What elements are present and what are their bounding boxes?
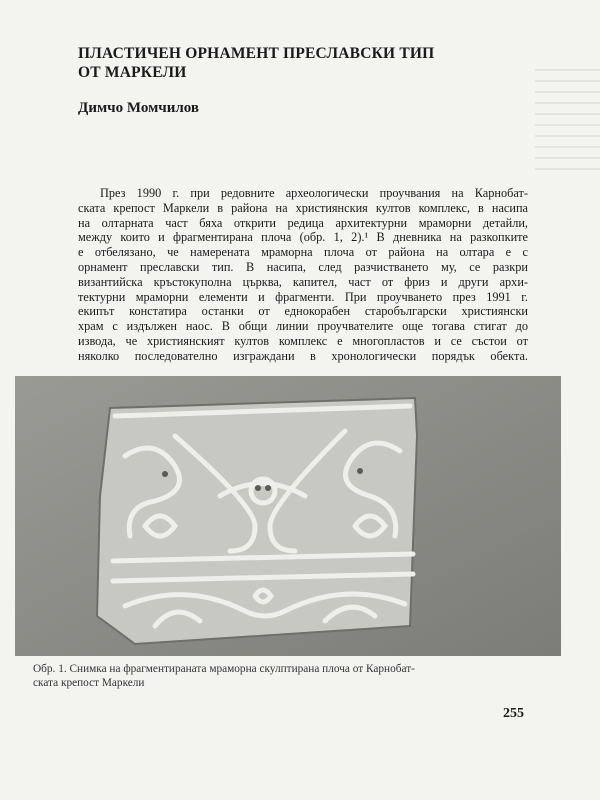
paragraph-line: византийска кръстокуполна църква, капител, част от фриз и други архи- xyxy=(78,274,528,289)
bleed-through-text xyxy=(535,60,600,170)
paragraph-line: на олтарната част бяха открити редица архитектурни мраморни детайли, xyxy=(78,215,528,230)
paragraph-line: През 1990 г. при редовните археологически проучвания на Карнобат- xyxy=(100,186,528,200)
marble-slab-photo xyxy=(15,376,561,656)
paragraph-line: храм с издължен наос. В общи линии проучвателите още тогава стигат до xyxy=(78,319,528,334)
title-line: ПЛАСТИЧЕН ОРНАМЕНТ ПРЕСЛАВСКИ ТИП xyxy=(78,45,435,62)
caption-line: ската крепост Маркели xyxy=(33,677,145,689)
paragraph-line: ската крепост Маркели в района на християнския култов комплекс, в насипа xyxy=(78,200,528,215)
caption-line: Обр. 1. Снимка на фрагментираната мраморна скулптирана плоча от Карнобат- xyxy=(33,663,415,675)
paragraph-line: екипът констатира останки от еднокорабен старобългарски християнски xyxy=(78,304,528,319)
paragraph-line: няколко последователно изграждани в хронологически порядък обекта. xyxy=(78,348,528,363)
paragraph-line: извода, че християнският култов комплекс е многопластов и се състои от xyxy=(78,333,528,348)
paragraph-line: тектурни мраморни елементи и фрагменти. При проучването през 1991 г. xyxy=(78,289,528,304)
ornament-illustration xyxy=(15,376,561,656)
author-name: Димчо Момчилов xyxy=(78,100,200,116)
paragraph-line: е отбелязано, че намерената мраморна плоча от района на олтара е с xyxy=(78,245,528,260)
page-number: 255 xyxy=(503,706,524,721)
paragraph-line: между които и фрагментирана плоча (обр. 1, 2).¹ В дневника на разкопките xyxy=(78,230,528,245)
paragraph-line: орнамент преславски тип. В насипа, след разчистването му, се разкри xyxy=(78,259,528,274)
figure-caption xyxy=(33,662,533,690)
body-paragraph xyxy=(78,186,528,364)
article-title xyxy=(78,44,434,82)
title-line: ОТ МАРКЕЛИ xyxy=(78,64,187,81)
